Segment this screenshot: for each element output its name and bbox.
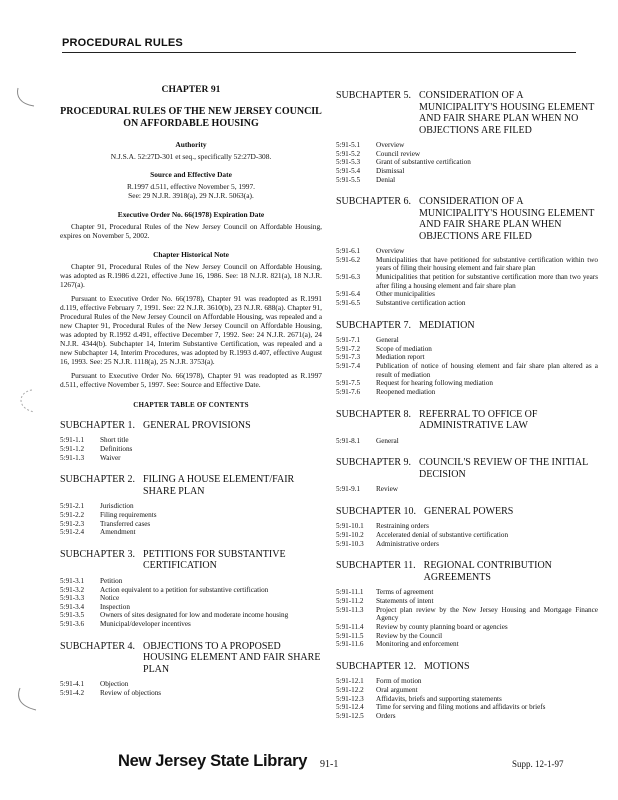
section-entry [336, 531, 598, 540]
source-line-2: See: 29 N.J.R. 3918(a), 29 N.J.R. 5063(a). [128, 190, 254, 200]
section-number: 5:91-3.3 [60, 594, 85, 603]
section-entry [60, 445, 322, 454]
section-entry [336, 345, 598, 354]
subchapter-block [60, 474, 322, 537]
section-title: Review [376, 485, 398, 494]
chapter-title: PROCEDURAL RULES OF THE NEW JERSEY COUNCIL ON AFFORDABLE HOUSING [60, 105, 322, 129]
section-number: 5:91-5.5 [336, 175, 361, 184]
section-number: 5:91-4.2 [60, 688, 85, 697]
section-number: 5:91-7.5 [336, 379, 361, 388]
section-title: Form of motion [376, 677, 422, 686]
subchapter-number: SUBCHAPTER 9. [336, 457, 412, 469]
subchapter-heading [60, 474, 322, 497]
section-title: Statements of intent [376, 597, 434, 606]
section-title: Terms of agreement [376, 588, 434, 597]
section-entry [336, 623, 598, 632]
section-entry [336, 712, 598, 721]
section-entry [336, 695, 598, 704]
section-number: 5:91-7.6 [336, 388, 361, 397]
section-title: Reopened mediation [376, 388, 436, 397]
section-number: 5:91-10.2 [336, 531, 364, 540]
section-entry [336, 256, 598, 273]
section-entry [336, 437, 598, 446]
section-entry [336, 167, 598, 176]
page-footer [0, 752, 618, 782]
section-title: Review of objections [100, 688, 162, 697]
subchapter-heading [336, 320, 598, 332]
section-entry [60, 528, 322, 537]
section-title: Orders [376, 711, 396, 720]
left-column [60, 84, 322, 710]
section-title: Amendment [100, 528, 136, 537]
section-entry [336, 336, 598, 345]
section-title: Transferred cases [100, 519, 151, 528]
section-number: 5:91-11.2 [336, 597, 364, 606]
section-entry [336, 606, 598, 623]
section-number: 5:91-11.5 [336, 631, 364, 640]
section-title: Monitoring and enforcement [376, 640, 459, 649]
history-paragraph: Pursuant to Executive Order No. 66(1978), Chapter 91 was readopted as R.1991 d.119, effective February 7, 1991. See: 22 N.J.R. 3610(b), 23 N.J.R. 688(a). Chapter 91, Procedural Rules of the New Jersey Council on Affordable Housing, was repealed and a new Chapter 91, Procedural Rules of the New Jersey Council on Affordable Housing, was adopted by R.1992 d.491, effective December 7, 1992. See: 24 N.J.R. 2671(a), 24 N.J.R. 4344(b). Subchapter 14, Interim Substantive Certification, was repealed and a new Subchapter 14, Interim Procedures, was adopted by R.1993 d.407, effective August 16, 1993. See: 25 N.J.R. 1118(a), 25 N.J.R. 3753(a). [60, 294, 322, 367]
section-number: 5:91-1.2 [60, 445, 85, 454]
subchapter-number: SUBCHAPTER 8. [336, 408, 412, 420]
section-title: Grant of substantive certification [376, 158, 471, 167]
section-number: 5:91-12.1 [336, 677, 364, 686]
page-number: 91-1 [320, 759, 339, 770]
authority-heading: Authority [175, 139, 207, 149]
subchapter-block [336, 560, 598, 648]
subchapter-heading [336, 560, 598, 583]
section-entry [60, 620, 322, 629]
authority-text: N.J.S.A. 52:27D-301 et seq., specifically 52:27D-308. [110, 151, 272, 161]
section-entry [336, 176, 598, 185]
subchapter-block [336, 320, 598, 397]
section-entry [336, 247, 598, 256]
section-entry [336, 273, 598, 290]
supplement-date: Supp. 12-1-97 [512, 759, 564, 769]
subchapter-number: SUBCHAPTER 12. [336, 660, 417, 672]
section-title: Affidavits, briefs and supporting statements [376, 694, 502, 703]
section-entry [336, 299, 598, 308]
subchapter-block [336, 409, 598, 446]
section-entry [336, 703, 598, 712]
section-title: Scope of mediation [376, 344, 432, 353]
section-entry [336, 290, 598, 299]
section-title: Mediation report [376, 353, 425, 362]
subchapter-title: CONSIDERATION OF A MUNICIPALITY'S HOUSING ELEMENT AND FAIR SHARE PLAN WHEN NO OBJECTIONS ARE FILED [419, 90, 595, 136]
section-title: Waiver [100, 453, 121, 462]
section-title: Restraining orders [376, 522, 429, 531]
subchapter-heading [336, 90, 598, 136]
executive-order-heading: Executive Order No. 66(1978) Expiration Date [117, 209, 265, 219]
section-entry [336, 640, 598, 649]
section-entry [60, 511, 322, 520]
section-number: 5:91-8.1 [336, 436, 361, 445]
section-title: Time for serving and filing motions and affidavits or briefs [376, 703, 546, 712]
section-number: 5:91-7.4 [336, 362, 361, 371]
section-title: Project plan review by the New Jersey Housing and Mortgage Finance Agency [376, 605, 598, 623]
section-number: 5:91-7.2 [336, 344, 361, 353]
section-number: 5:91-12.3 [336, 694, 364, 703]
section-entry [336, 141, 598, 150]
subchapter-title: PETITIONS FOR SUBSTANTIVE CERTIFICATION [143, 548, 286, 572]
subchapter-block [60, 641, 322, 698]
section-entry [336, 632, 598, 641]
subchapter-title: REFERRAL TO OFFICE OF ADMINISTRATIVE LAW [419, 408, 538, 432]
section-title: Municipalities that have petitioned for substantive certification within two years of filing their housing element and fair share plan [376, 255, 598, 273]
subchapter-title: GENERAL POWERS [424, 505, 514, 517]
section-entry [60, 594, 322, 603]
section-number: 5:91-6.4 [336, 290, 361, 299]
section-title: Request for hearing following mediation [376, 379, 493, 388]
section-number: 5:91-11.6 [336, 640, 364, 649]
section-title: Action equivalent to a petition for substantive certification [100, 585, 269, 594]
section-title: Petition [100, 576, 123, 585]
subchapter-number: SUBCHAPTER 6. [336, 196, 412, 208]
section-number: 5:91-1.1 [60, 436, 85, 445]
section-number: 5:91-6.5 [336, 299, 361, 308]
source-heading: Source and Effective Date [150, 169, 232, 179]
section-number: 5:91-6.1 [336, 247, 361, 256]
section-title: Other municipalities [376, 290, 435, 299]
section-title: Owners of sites designated for low and moderate income housing [100, 611, 289, 620]
toc-heading: CHAPTER TABLE OF CONTENTS [133, 401, 249, 410]
section-title: Inspection [100, 602, 130, 611]
section-number: 5:91-12.5 [336, 711, 364, 720]
section-number: 5:91-7.3 [336, 353, 361, 362]
section-title: Administrative orders [376, 539, 439, 548]
section-entry [336, 353, 598, 362]
section-entry [336, 485, 598, 494]
history-heading: Chapter Historical Note [153, 249, 229, 259]
section-entry [60, 577, 322, 586]
section-entry [60, 436, 322, 445]
subchapter-block [336, 90, 598, 184]
subchapter-heading [336, 196, 598, 242]
subchapter-number: SUBCHAPTER 1. [60, 419, 136, 431]
section-number: 5:91-5.1 [336, 141, 361, 149]
section-title: Accelerated denial of substantive certification [376, 531, 509, 540]
section-number: 5:91-3.6 [60, 620, 85, 629]
subchapter-heading [336, 661, 598, 673]
toc-right-list [336, 90, 598, 721]
section-title: Jurisdiction [100, 502, 134, 511]
section-title: Short title [100, 436, 129, 445]
subchapter-number: SUBCHAPTER 3. [60, 548, 136, 560]
section-number: 5:91-9.1 [336, 485, 361, 494]
running-header: PROCEDURAL RULES [62, 37, 183, 49]
section-number: 5:91-6.3 [336, 273, 361, 282]
subchapter-block [60, 549, 322, 629]
section-number: 5:91-5.4 [336, 166, 361, 175]
section-number: 5:91-4.1 [60, 680, 85, 689]
subchapter-number: SUBCHAPTER 2. [60, 474, 136, 486]
subchapter-title: GENERAL PROVISIONS [143, 419, 251, 431]
subchapter-block [336, 196, 598, 307]
section-title: General [376, 336, 399, 345]
subchapter-heading [336, 506, 598, 518]
section-title: Definitions [100, 445, 133, 454]
section-title: Overview [376, 141, 405, 149]
subchapter-title: COUNCIL'S REVIEW OF THE INITIAL DECISION [419, 457, 588, 480]
section-number: 5:91-2.4 [60, 528, 85, 537]
section-number: 5:91-2.3 [60, 519, 85, 528]
section-entry [336, 158, 598, 167]
section-entry [336, 677, 598, 686]
section-number: 5:91-10.3 [336, 539, 364, 548]
section-title: Publication of notice of housing element and fair share plan altered as a result of mediation [376, 362, 598, 379]
subchapter-number: SUBCHAPTER 4. [60, 640, 136, 652]
section-number: 5:91-12.4 [336, 703, 364, 712]
section-number: 5:91-11.3 [336, 605, 364, 614]
section-entry [60, 603, 322, 612]
section-number: 5:91-7.1 [336, 336, 361, 345]
section-title: Substantive certification action [376, 299, 466, 308]
section-entry [60, 611, 322, 620]
section-number: 5:91-11.1 [336, 588, 364, 597]
section-entry [60, 689, 322, 698]
section-number: 5:91-11.4 [336, 622, 364, 631]
section-entry [336, 379, 598, 388]
subchapter-title: MEDIATION [419, 319, 475, 331]
section-title: Filing requirements [100, 510, 157, 519]
section-number: 5:91-3.5 [60, 611, 85, 620]
section-entry [336, 522, 598, 531]
section-number: 5:91-2.2 [60, 510, 85, 519]
section-title: Denial [376, 175, 396, 184]
header-rule [62, 52, 576, 53]
section-title: Notice [100, 594, 120, 603]
section-entry [60, 502, 322, 511]
subchapter-title: REGIONAL CONTRIBUTION AGREEMENTS [423, 560, 552, 583]
subchapter-block [336, 506, 598, 548]
subchapter-block [336, 457, 598, 494]
history-paragraph: Pursuant to Executive Order No. 66(1978), Chapter 91 was readopted as R.1997 d.511, effective November 5, 1997. See: Source and Effective Date. [60, 371, 322, 390]
section-number: 5:91-3.1 [60, 576, 85, 585]
subchapter-block [336, 661, 598, 721]
subchapter-title: CONSIDERATION OF A MUNICIPALITY'S HOUSING ELEMENT AND FAIR SHARE PLAN WHEN OBJECTIONS ARE FILED [419, 196, 595, 242]
subchapter-block [60, 420, 322, 462]
section-number: 5:91-6.2 [336, 255, 361, 264]
subchapter-heading [336, 457, 598, 480]
subchapter-title: MOTIONS [424, 660, 470, 672]
section-number: 5:91-12.2 [336, 686, 364, 694]
punch-hole-bottom [14, 686, 40, 714]
section-number: 5:91-5.3 [336, 158, 361, 167]
section-entry [336, 686, 598, 695]
punch-hole-top [14, 86, 40, 110]
section-title: Objection [100, 680, 129, 689]
section-number: 5:91-2.1 [60, 502, 85, 511]
right-column [336, 90, 598, 733]
section-number: 5:91-3.2 [60, 585, 85, 594]
section-title: Review by county planning board or agencies [376, 622, 508, 631]
subchapter-heading [60, 549, 322, 572]
chapter-label: CHAPTER 91 [161, 84, 221, 95]
section-number: 5:91-3.4 [60, 602, 85, 611]
section-entry [336, 150, 598, 159]
subchapter-heading [60, 641, 322, 676]
section-title: Review by the Council [376, 631, 443, 640]
subchapter-heading [60, 420, 322, 432]
section-number: 5:91-1.3 [60, 453, 85, 462]
source-line-1: R.1997 d.511, effective November 5, 1997. [126, 181, 256, 191]
history-paragraph: Chapter 91, Procedural Rules of the New Jersey Council on Affordable Housing, was adopted as R.1986 d.221, effective June 16, 1986. See: 18 N.J.R. 821(a), 18 N.J.R. 1267(a). [60, 261, 322, 290]
section-title: Oral argument [376, 686, 418, 694]
subchapter-title: OBJECTIONS TO A PROPOSED HOUSING ELEMENT AND FAIR SHARE PLAN [143, 640, 321, 675]
toc-left-list [60, 420, 322, 698]
subchapter-heading [336, 409, 598, 432]
subchapter-number: SUBCHAPTER 11. [336, 560, 416, 572]
executive-order-text: Chapter 91, Procedural Rules of the New Jersey Council on Affordable Housing, expires on November 5, 2002. [60, 221, 322, 240]
punch-hole-middle [14, 388, 40, 416]
section-entry [336, 540, 598, 549]
section-entry [336, 388, 598, 397]
section-entry [60, 520, 322, 529]
section-title: General [376, 436, 399, 445]
section-entry [336, 362, 598, 379]
section-entry [336, 588, 598, 597]
section-entry [60, 454, 322, 463]
subchapter-title: FILING A HOUSE ELEMENT/FAIR SHARE PLAN [143, 474, 295, 497]
section-title: Council review [376, 149, 421, 158]
subchapter-number: SUBCHAPTER 7. [336, 319, 412, 331]
source-text [60, 182, 322, 200]
section-title: Dismissal [376, 166, 405, 175]
section-entry [336, 597, 598, 606]
library-stamp: New Jersey State Library [118, 752, 308, 770]
section-title: Municipalities that petition for substantive certification more than two years after filing a housing element and fair share plan [376, 273, 598, 290]
section-entry [60, 680, 322, 689]
subchapter-number: SUBCHAPTER 10. [336, 505, 417, 517]
section-number: 5:91-5.2 [336, 149, 361, 158]
section-entry [60, 586, 322, 595]
section-title: Overview [376, 247, 405, 256]
subchapter-number: SUBCHAPTER 5. [336, 90, 412, 101]
section-title: Municipal/developer incentives [100, 620, 191, 629]
section-number: 5:91-10.1 [336, 522, 364, 531]
